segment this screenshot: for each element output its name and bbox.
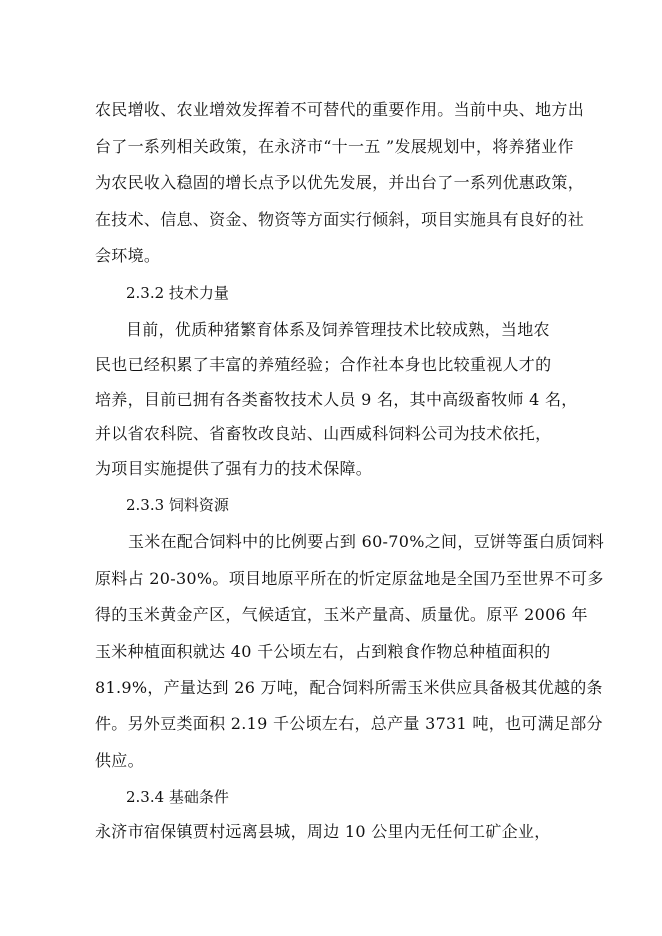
paragraph-line: 玉米种植面积就达 40 千公顷左右，占到粮食作物总种植面积的 xyxy=(95,642,551,661)
paragraph-line: 得的玉米黄金产区，气候适宜，玉米产量高、质量优。原平 2006 年 xyxy=(95,605,588,624)
paragraph-line: 原料占 20-30%。项目地原平所在的忻定原盆地是全国乃至世界不可多 xyxy=(95,569,604,588)
paragraph-line: 农民增收、农业增效发挥着不可替代的重要作用。当前中央、地方出 xyxy=(95,100,585,119)
paragraph-line: 会环境。 xyxy=(95,246,161,265)
paragraph-line: 为农民收入稳固的增长点予以优先发展，并出台了一系列优惠政策， xyxy=(95,173,585,192)
paragraph-line: 目前，优质种猪繁育体系及饲养管理技术比较成熟，当地农 xyxy=(126,320,550,339)
section-heading: 2.3.2 技术力量 xyxy=(126,284,229,302)
section-heading: 2.3.3 饲料资源 xyxy=(126,496,229,514)
paragraph-line: 永济市宿保镇贾村远离县城，周边 10 公里内无任何工矿企业， xyxy=(95,822,551,841)
paragraph-line: 并以省农科院、省畜牧改良站、山西威科饲料公司为技术依托， xyxy=(95,424,552,443)
paragraph-line: 台了一系列相关政策，在永济市“十一五 ”发展规划中，将养猪业作 xyxy=(95,137,574,156)
paragraph-line: 供应。 xyxy=(95,751,144,770)
paragraph-line: 民也已经积累了丰富的养殖经验；合作社本身也比较重视人才的 xyxy=(95,355,552,374)
paragraph-line: 为项目实施提供了强有力的技术保障。 xyxy=(95,459,373,478)
paragraph-line: 在技术、信息、资金、物资等方面实行倾斜，项目实施具有良好的社 xyxy=(95,210,585,229)
section-heading: 2.3.4 基础条件 xyxy=(126,788,229,806)
paragraph-line: 玉米在配合饲料中的比例要占到 60-70%之间，豆饼等蛋白质饲料 xyxy=(128,532,605,551)
paragraph-line: 件。另外豆类面积 2.19 千公顷左右，总产量 3731 吨，也可满足部分 xyxy=(95,714,603,733)
paragraph-line: 培养，目前已拥有各类畜牧技术人员 9 名，其中高级畜牧师 4 名， xyxy=(95,390,578,409)
paragraph-line: 81.9%，产量达到 26 万吨，配合饲料所需玉米供应具备极其优越的条 xyxy=(95,678,603,697)
